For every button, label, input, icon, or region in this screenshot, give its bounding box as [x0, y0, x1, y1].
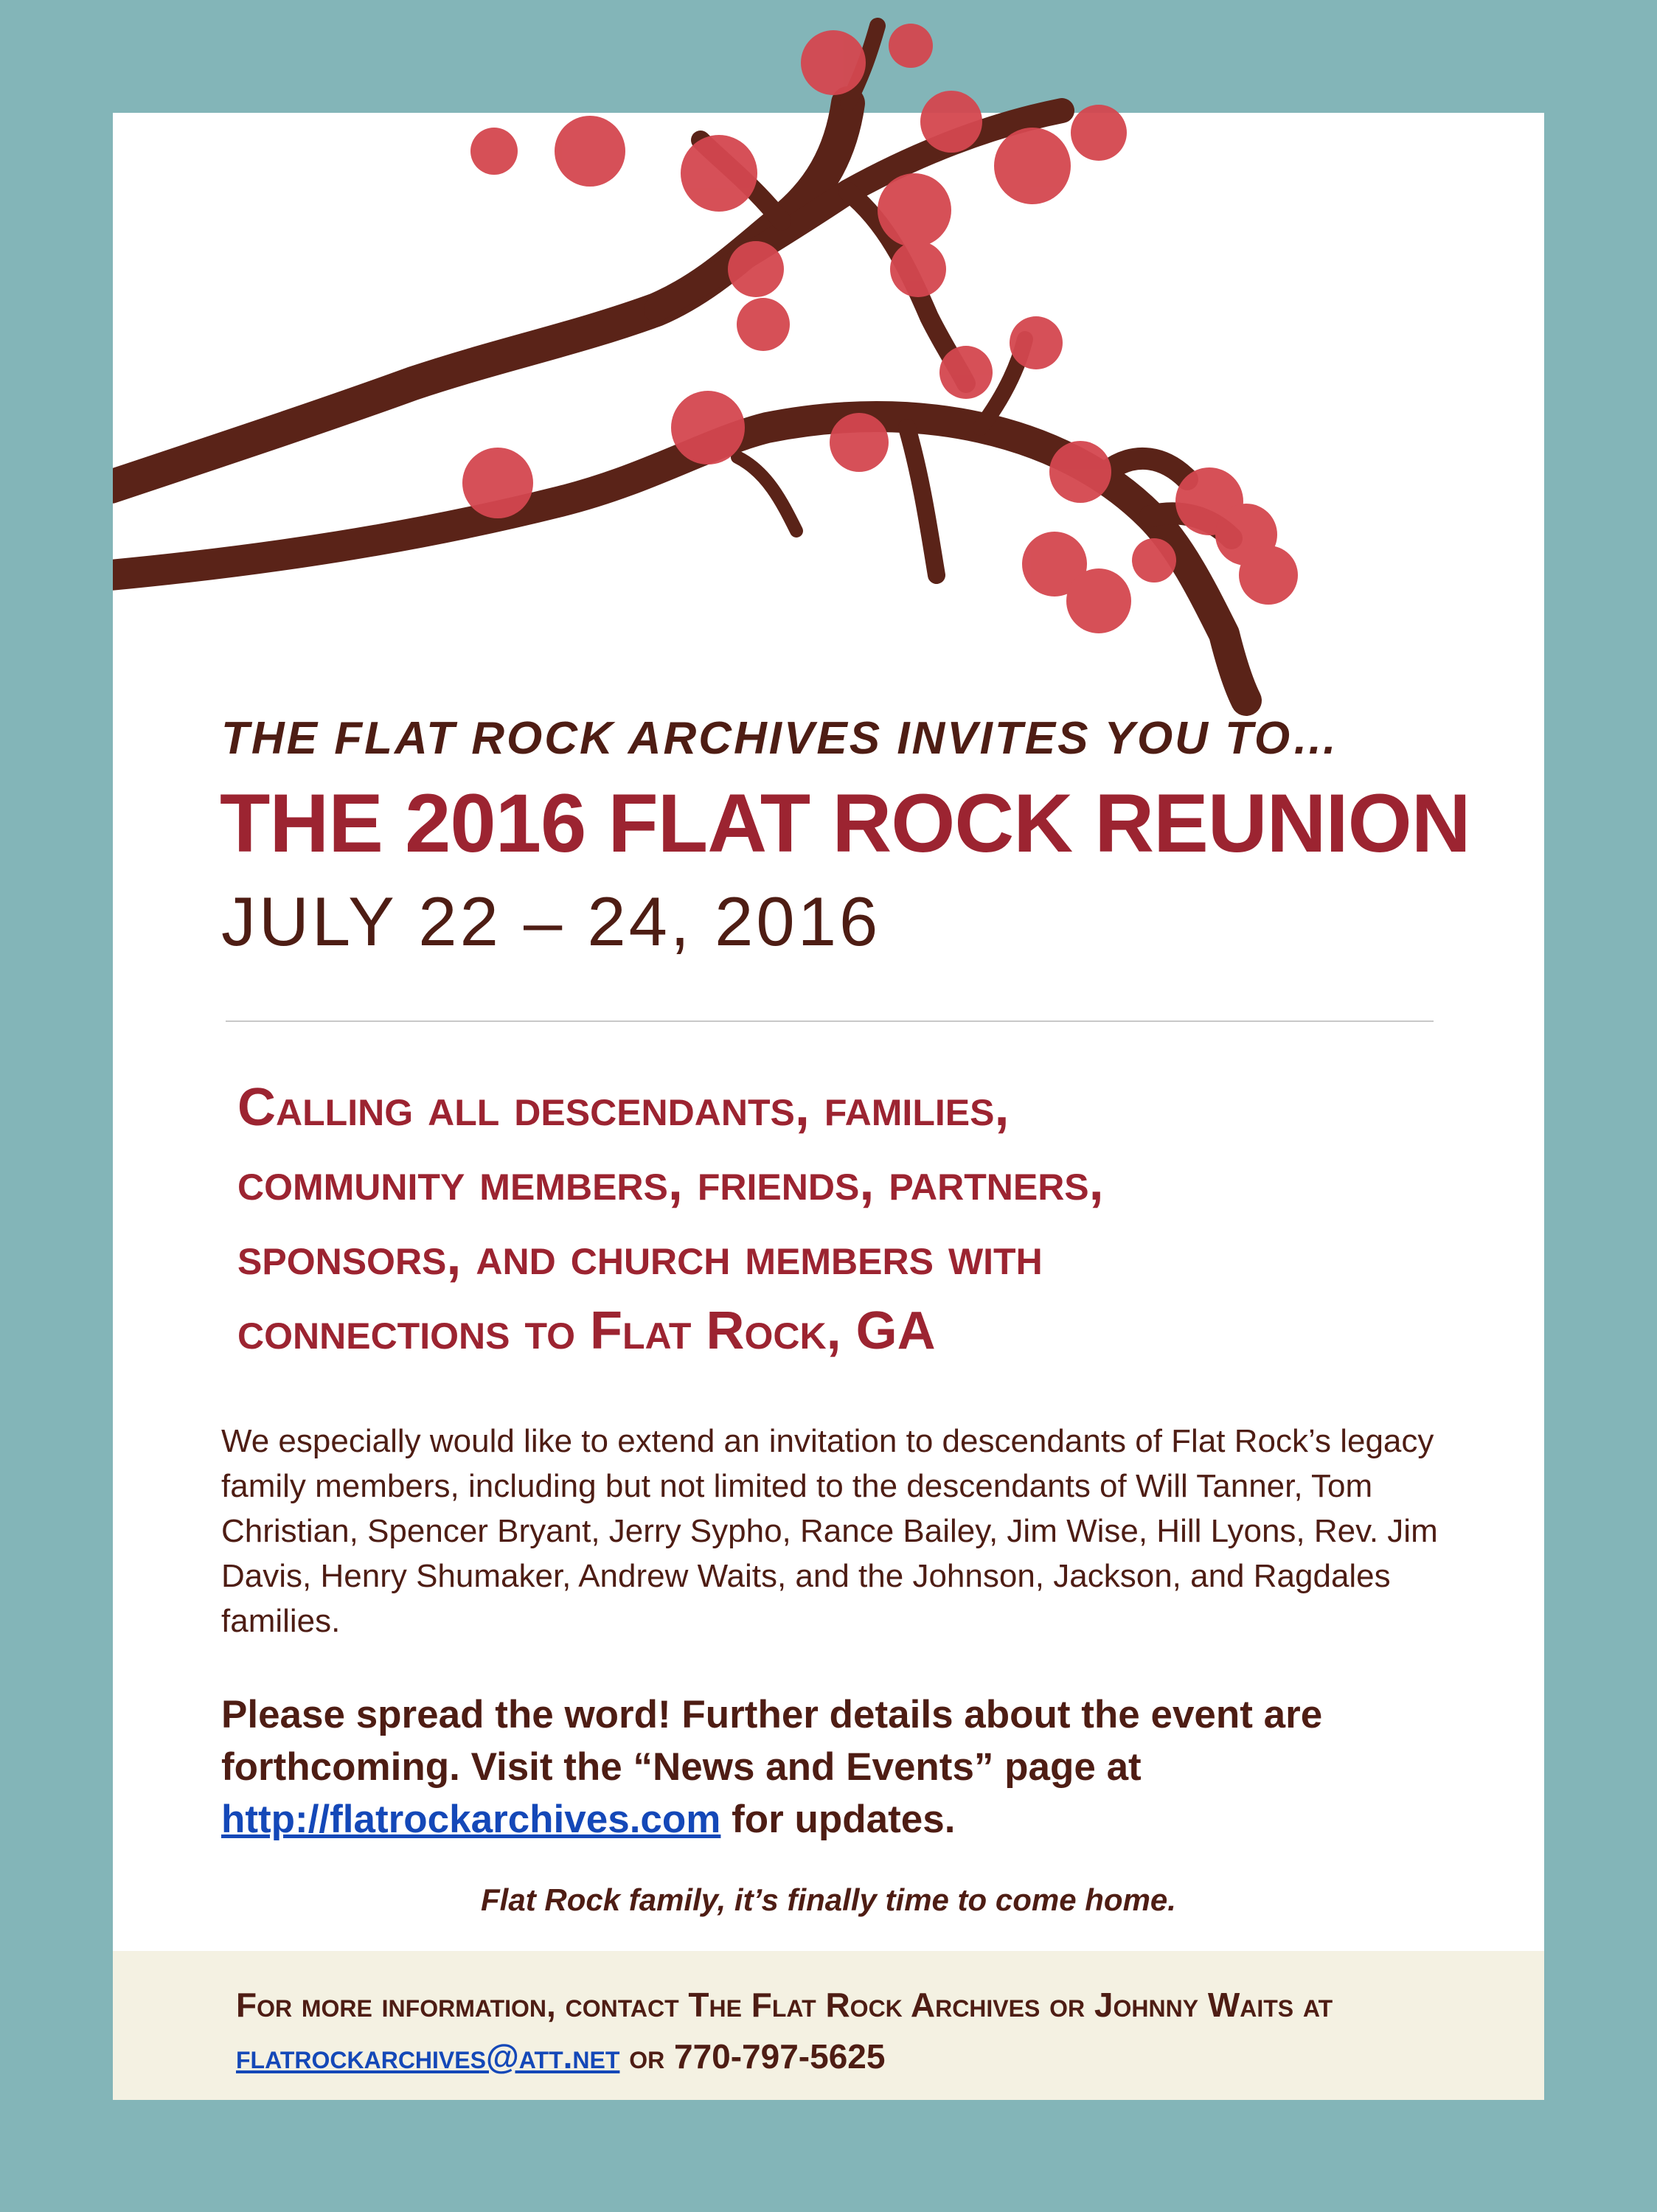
- calling-line: community members, friends, partners,: [237, 1152, 1104, 1211]
- spread-text: Please spread the word! Further details about the event are forthcoming. Visit the “News and Events” page at: [221, 1693, 1323, 1789]
- contact-info: [236, 1979, 1534, 2082]
- calling-line: sponsors, and church members with: [237, 1227, 1043, 1286]
- phone-text: or 770-797-5625: [619, 2037, 886, 2076]
- calling-line: connections to Flat Rock, GA: [237, 1301, 936, 1360]
- calling-heading: [237, 1071, 1491, 1368]
- spread-word-paragraph: [221, 1688, 1438, 1846]
- spread-text-end: for updates.: [720, 1798, 956, 1841]
- divider: [226, 1020, 1434, 1022]
- event-title: THE 2016 FLAT ROCK REUNION: [220, 777, 1470, 869]
- closing-line: Flat Rock family, it’s finally time to come home.: [481, 1882, 1176, 1917]
- event-dates: JULY 22 – 24, 2016: [221, 883, 881, 960]
- invitation-paragraph: We especially would like to extend an invitation to descendants of Flat Rock’s legacy family members, including but not limited to the descendants of Will Tanner, Tom Christian, Spencer Bryant, Jerry Sypho, Rance Bailey, Jim Wise, Hill Lyons, Rev. Jim Davis, Henry Shumaker, Andrew Waits, and the Johnson, Jackson, and Ragdales families.: [221, 1423, 1438, 1639]
- invites-line: THE FLAT ROCK ARCHIVES INVITES YOU TO…: [221, 713, 1341, 764]
- website-link[interactable]: http://flatrockarchives.com: [221, 1798, 721, 1841]
- email-link[interactable]: flatrockarchives@att.net: [236, 2037, 620, 2076]
- calling-line: Calling all descendants, families,: [237, 1078, 1010, 1137]
- contact-text: For more information, contact The Flat Rock Archives or Johnny Waits at: [236, 1986, 1333, 2024]
